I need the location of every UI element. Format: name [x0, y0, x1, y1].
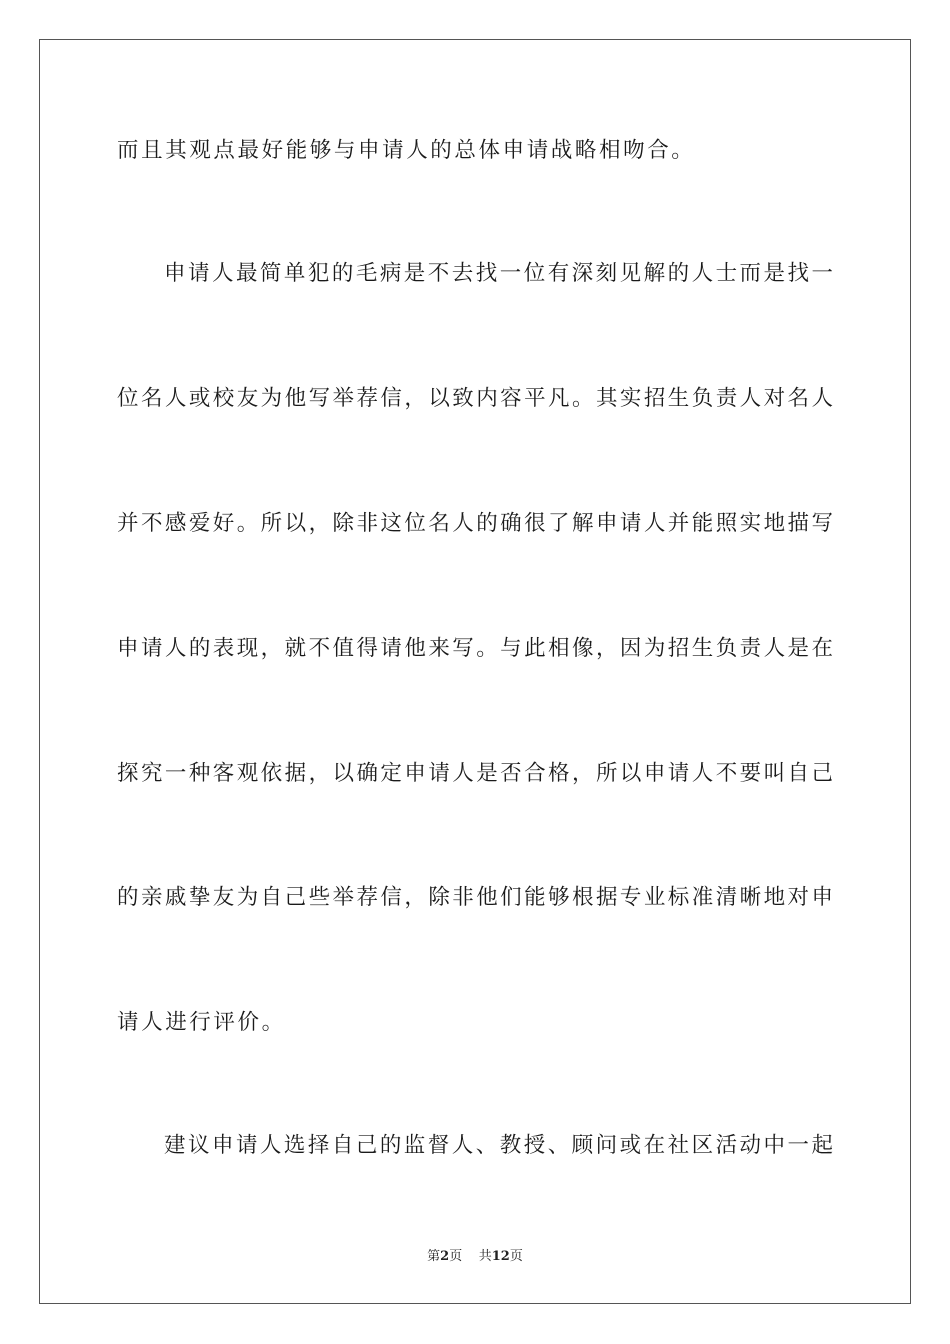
- text-line: 而且其观点最好能够与申请人的总体申请战略相吻合。: [117, 138, 696, 163]
- page-label-suffix: 页: [449, 1249, 463, 1264]
- text-line: 并不感爱好。所以，除非这位名人的确很了解申请人并能照实地描写: [117, 511, 833, 536]
- total-label-suffix: 页: [509, 1249, 523, 1264]
- text-line: 请人进行评价。: [117, 1010, 286, 1035]
- page-number: 2: [440, 1249, 450, 1264]
- text-line: 的亲戚挚友为自己些举荐信，除非他们能够根据专业标准清晰地对申: [117, 885, 833, 910]
- text-line: 建议申请人选择自己的监督人、教授、顾问或在社区活动中一起: [164, 1133, 833, 1158]
- text-line: 申请人最简单犯的毛病是不去找一位有深刻见解的人士而是找一: [164, 261, 833, 286]
- text-line: 申请人的表现，就不值得请他来写。与此相像，因为招生负责人是在: [117, 636, 833, 661]
- text-line: 探究一种客观依据，以确定申请人是否合格，所以申请人不要叫自己: [117, 761, 833, 786]
- text-line: 位名人或校友为他写举荐信，以致内容平凡。其实招生负责人对名人: [117, 386, 833, 411]
- page-footer: [0, 1248, 950, 1266]
- total-label-prefix: 共: [478, 1249, 492, 1264]
- total-pages: 12: [491, 1249, 510, 1264]
- page-label-prefix: 第: [427, 1249, 441, 1264]
- page-border: [39, 39, 911, 1304]
